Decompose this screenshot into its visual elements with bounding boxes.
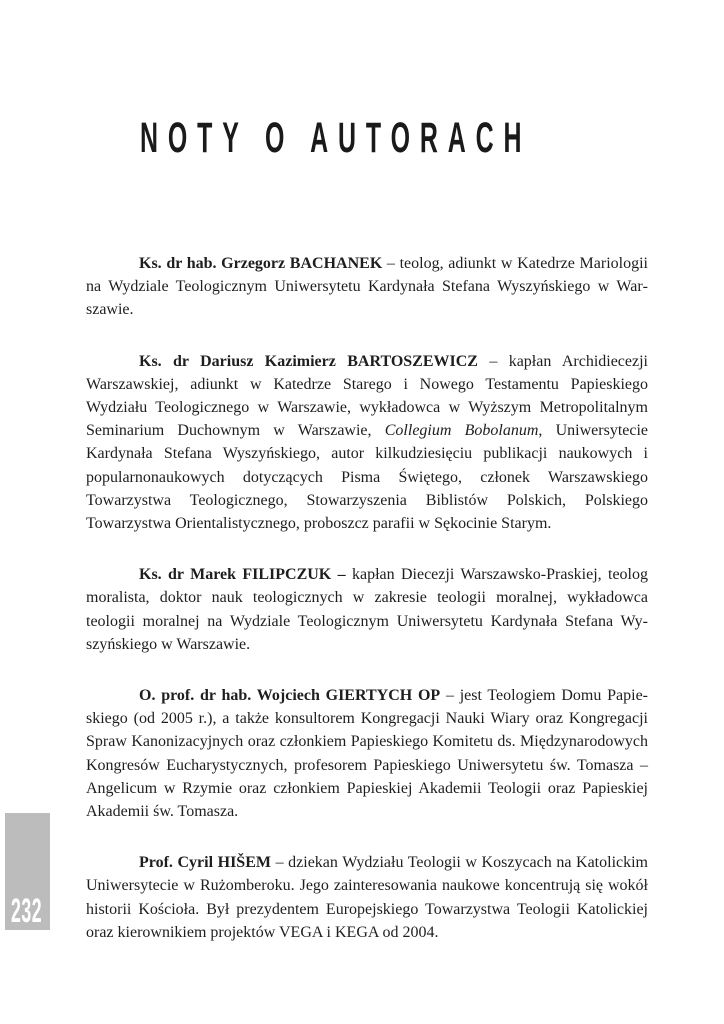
author-entry-giertych: [86, 684, 648, 823]
author-name: Ks. dr hab. Grzegorz BACHANEK: [139, 255, 383, 272]
author-name: Prof. Cyril HIŠEM: [139, 854, 271, 872]
author-name: Ks. dr Dariusz Kazimierz BARTOSZEWICZ: [139, 352, 478, 370]
author-bio: – dziekan Wydziału Teologii w Koszycach na Katolickim Uniwersytecie w Rużomberoku. Jego zainteresowania naukowe koncentrują się wokół historii Kościoła. Był prezydentem Europejskiego Towarzystwa Teologii Katolickiej oraz kierownikiem projektów VEGA i KEGA od 2004.: [86, 854, 648, 941]
author-bio: – teolog, adiunkt w Katedrze Mariologii na Wydziale Teologicznym Uniwersytetu Kardynała Stefana Wyszyńskiego w Warszawie.: [86, 255, 648, 319]
page-number-tab: [5, 813, 50, 930]
author-entry-bachanek: [86, 252, 648, 322]
author-bio-continued: , Uniwersytecie Kardynała Stefana Wyszyńskiego, autor kilkudziesięciu publikacji naukowych i popularnonaukowych dotyczących Pisma Świętego, członek Warszawskiego Towarzystwa Teologicznego, Stowarzyszenia Biblistów Polskich, Polskiego Towarzystwa Orientalistycznego, proboszcz parafii w Sękocinie Starym.: [86, 422, 649, 533]
author-name: O. prof. dr hab. Wojciech GIERTYCH OP: [139, 687, 441, 705]
author-notes: [86, 252, 648, 972]
author-entry-filipczuk: [86, 563, 648, 656]
author-bio: – jest Teologiem Domu Papieskiego (od 2005 r.), a także konsultorem Kongregacji Nauki Wiary oraz Kongregacji Spraw Kanonizacyjnych oraz członkiem Papieskiego Komitetu ds. Międzynarodowych Kongresów Eucharystycznych, profesorem Papieskiego Uniwersytetu św. Tomasza – Angelicum w Rzymie oraz członkiem Papieskiej Akademii Teologii oraz Papieskiej Akademii św. Tomasza.: [86, 687, 648, 821]
author-name: Ks. dr Marek FILIPCZUK –: [139, 566, 346, 584]
page-number: 232: [11, 892, 43, 930]
author-entry-hisem: [86, 851, 648, 944]
author-bio: – kapłan Archidiecezji Warszawskiej, adiunkt w Katedrze Starego i Nowego Testamentu Papieskiego Wydziału Teologicznego w Warszawie, wykładowca w Wyższym Metropolitalnym Seminarium Duchownym w Warszawie,: [86, 352, 649, 440]
author-entry-bartoszewicz: [86, 350, 648, 536]
page-title: NOTY O AUTORACH: [140, 114, 532, 162]
author-bio: kapłan Diecezji Warszawsko-Praskiej, teolog moralista, doktor nauk teologicznych w zakresie teologii moralnej, wykładowca teologii moralnej na Wydziale Teologicznym Uniwersytetu Kardynała Stefana Wyszyńskiego w Warszawie.: [86, 566, 648, 653]
author-bio-italic: Collegium Bobolanum: [384, 422, 539, 440]
